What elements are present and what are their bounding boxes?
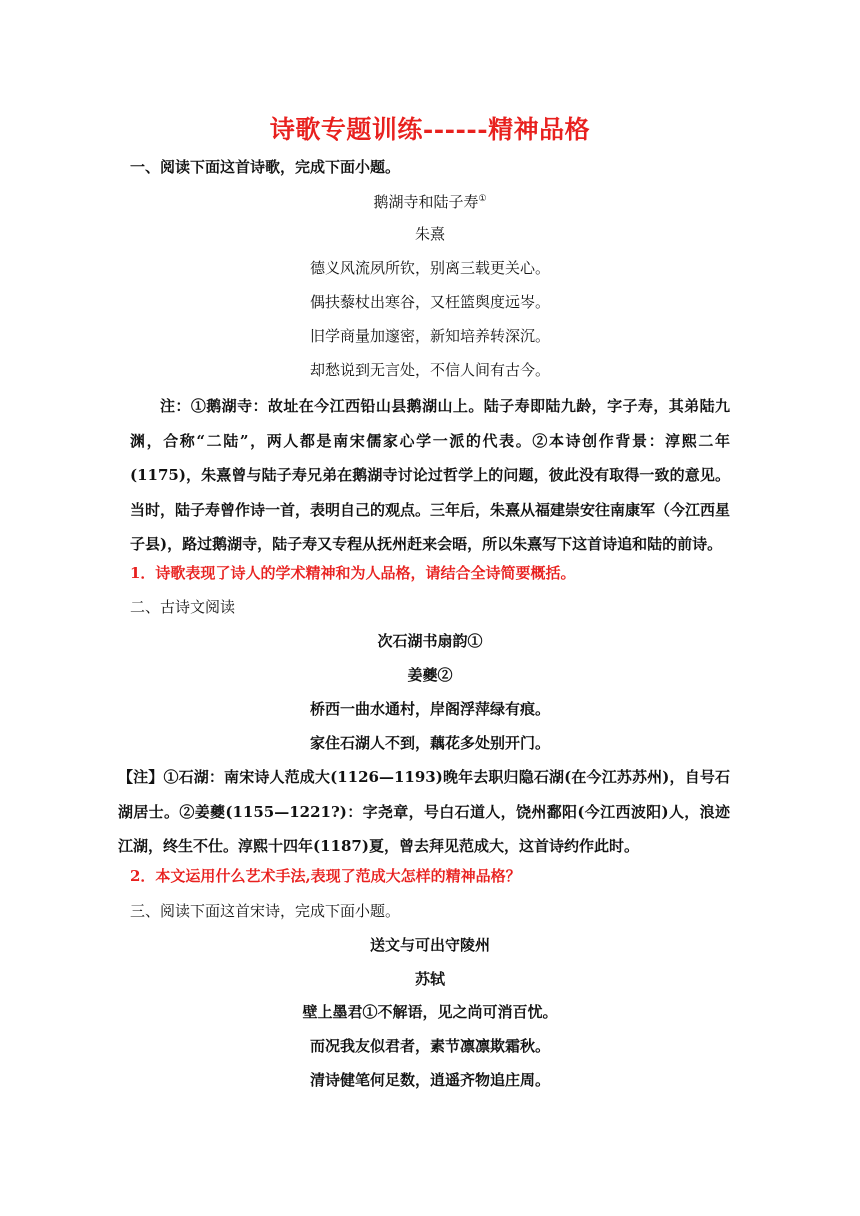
section3-poem-line: 而况我友似君者，素节凛凛欺霜秋。 <box>309 1037 550 1055</box>
question-1: 1．诗歌表现了诗人的学术精神和为人品格，请结合全诗简要概括。 <box>130 564 576 582</box>
question-2: 2．本文运用什么艺术手法,表现了范成大怎样的精神品格？ <box>130 867 521 885</box>
footnote-mark: ① <box>478 194 487 204</box>
section1-poem-line: 旧学商量加邃密，新知培养转深沉。 <box>309 327 550 345</box>
section1-poem-line: 却愁说到无言处，不信人间有古今。 <box>309 361 550 379</box>
section2-note: 【注】①石湖：南宋诗人范成大(1126—1193)晚年去职归隐石湖(在今江苏苏州)，自号石湖居士。②姜夔(1155—1221?)：字尧章，号白石道人，饶州鄱阳(今江西波阳)人，浪迹江湖，终生不仕。淳熙十四年(1187)夏，曾去拜见范成大，这首诗约作此时。 <box>118 768 730 855</box>
page-title: 诗歌专题训练------精神品格 <box>269 115 591 144</box>
section2-poem-line: 桥西一曲水通村，岸阁浮萍绿有痕。 <box>309 700 550 718</box>
section2-poem-line: 家住石湖人不到，藕花多处别开门。 <box>309 734 550 752</box>
section2-heading: 二、古诗文阅读 <box>130 598 236 616</box>
section1-heading: 一、阅读下面这首诗歌，完成下面小题。 <box>130 158 401 176</box>
poem-title-text: 鹅湖寺和陆子寿 <box>373 193 479 211</box>
section1-poem-line: 德义风流夙所钦，别离三载更关心。 <box>309 259 550 277</box>
section1-note: 注：①鹅湖寺：故址在今江西铅山县鹅湖山上。陆子寿即陆九龄，字子寿，其弟陆九渊，合称“二陆”，两人都是南宋儒家心学一派的代表。②本诗创作背景：淳熙二年(1175)，朱熹曾与陆子寿兄弟在鹅湖寺讨论过哲学上的问题，彼此没有取得一致的意见。当时，陆子寿曾作诗一首，表明自己的观点。三年后，朱熹从福建崇安往南康军（今江西星子县)，路过鹅湖寺，陆子寿又专程从抚州赶来会晤，所以朱熹写下这首诗追和陆的前诗。 <box>130 397 731 553</box>
section3-author: 苏轼 <box>414 970 445 988</box>
section3-heading: 三、阅读下面这首宋诗，完成下面小题。 <box>130 902 401 920</box>
section1-poem-title <box>0 189 860 212</box>
section3-poem-line: 清诗健笔何足数，逍遥齐物追庄周。 <box>309 1071 550 1089</box>
section2-poem-title: 次石湖书扇韵① <box>377 632 483 650</box>
section1-poem-line: 偶扶藜杖出寒谷，又枉篮舆度远岑。 <box>309 293 550 311</box>
section1-author: 朱熹 <box>414 225 445 243</box>
section3-poem-title: 送文与可出守陵州 <box>369 936 490 954</box>
section2-author: 姜夔② <box>407 666 453 684</box>
section3-poem-line: 壁上墨君①不解语，见之尚可消百忧。 <box>302 1003 558 1021</box>
